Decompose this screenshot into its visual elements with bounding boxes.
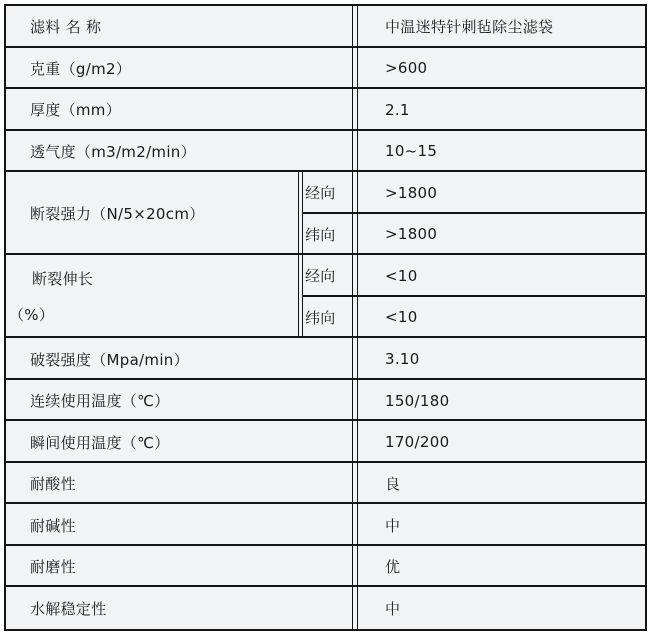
direction-warp-cell: 经向: [302, 255, 353, 297]
value-burst-strength-cell: 3.10: [357, 338, 645, 380]
value-breaking-strength-weft-cell: >1800: [357, 214, 645, 256]
value-hydrolysis-stability-cell: 中: [357, 587, 645, 629]
value-acid-resistance-cell: 良: [357, 463, 645, 505]
value-thickness-cell: 2.1: [357, 89, 645, 131]
label-burst-strength-cell: 破裂强度（Mpa/min）: [6, 338, 353, 380]
value-continuous-temp-cell: 150/180: [357, 380, 645, 422]
value-permeability-cell: 10~15: [357, 131, 645, 173]
value-breaking-elongation-warp-cell: <10: [357, 255, 645, 297]
value-instant-temp-cell: 170/200: [357, 421, 645, 463]
value-breaking-elongation-weft-cell: <10: [357, 297, 645, 339]
value-filter-name-cell: 中温迷特针刺毡除尘滤袋: [357, 6, 645, 48]
label-filter-name-cell: 滤料 名 称: [6, 6, 353, 48]
label-breaking-elongation-cell: [6, 255, 299, 338]
label-acid-resistance-cell: 耐酸性: [6, 463, 353, 505]
label-permeability-cell: 透气度（m3/m2/min）: [6, 131, 353, 173]
label-weight-cell: 克重（g/m2）: [6, 48, 353, 90]
direction-weft-cell: 纬向: [302, 297, 353, 339]
value-abrasion-resistance-cell: 优: [357, 546, 645, 588]
label-breaking-elongation-line1: 断裂伸长: [32, 270, 94, 289]
label-breaking-strength-cell: 断裂强力（N/5×20cm）: [6, 172, 299, 255]
label-abrasion-resistance-cell: 耐磨性: [6, 546, 353, 588]
filter-spec-table: [4, 4, 647, 631]
value-breaking-strength-warp-cell: >1800: [357, 172, 645, 214]
label-continuous-temp-cell: 连续使用温度（℃）: [6, 380, 353, 422]
label-instant-temp-cell: 瞬间使用温度（℃）: [6, 421, 353, 463]
direction-warp-cell: 经向: [302, 172, 353, 214]
label-thickness-cell: 厚度（mm）: [6, 89, 353, 131]
label-alkali-resistance-cell: 耐碱性: [6, 504, 353, 546]
value-alkali-resistance-cell: 中: [357, 504, 645, 546]
label-hydrolysis-stability-cell: 水解稳定性: [6, 587, 353, 629]
direction-weft-cell: 纬向: [302, 214, 353, 256]
label-breaking-elongation-line2: （%）: [9, 305, 55, 324]
value-weight-cell: >600: [357, 48, 645, 90]
